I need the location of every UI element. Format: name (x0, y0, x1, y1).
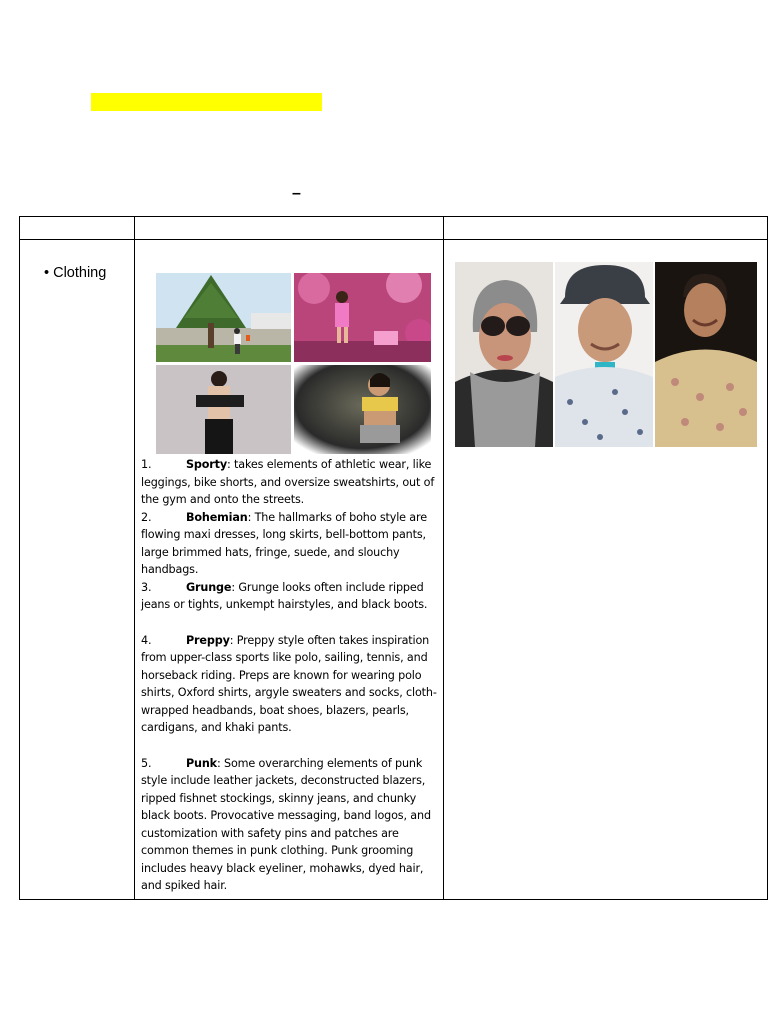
style-name: Sporty (186, 458, 228, 471)
bohemian-photo (294, 273, 431, 362)
seniors-cell (444, 240, 768, 900)
senior-photo-3 (655, 262, 757, 447)
topic-cell (20, 240, 135, 900)
style-desc: : Some overarching elements of punk style include leather jackets, deconstructed blazers, ripped fishnet stockings, skinny jeans, and chunky black boots. Provocative messaging, band logos, and customization with safety pins and patches are common themes in punk clothing. Punk grooming includes heavy black eyeliner, mohawks, dyed hair, and spiked hair. (141, 756, 431, 892)
style-name: Grunge (186, 580, 232, 594)
senior-photo-1 (455, 262, 553, 447)
style-desc: : takes elements of athletic wear, like leggings, bike shorts, and oversize sweatshirts, out of the gym and onto the streets. (141, 458, 435, 506)
header-cell-2 (135, 217, 444, 240)
list-item: 4. Preppy: Preppy style often takes inspiration from upper-class sports like polo, sailing, tennis, and horseback riding. Preps are known for wearing polo shirts, Oxford shirts, argyle sweaters and socks, cloth-wrapped headbands, boat shoes, blazers, pearls, cardigans, and khaki pants. (141, 633, 437, 734)
seniors-photo-strip (444, 240, 767, 440)
style-name: Preppy (186, 633, 230, 647)
style-desc: : Preppy style often takes inspiration from upper-class sports like polo, sailing, tennis, and horseback riding. Preps are known for wearing polo shirts, Oxford shirts, argyle sweaters and socks, cloth-wrapped headbands, boat shoes, blazers, pearls, cardigans, and khaki pants. (141, 633, 437, 734)
list-item: 5. Punk: Some overarching elements of punk style include leather jackets, deconstructed blazers, ripped fishnet stockings, skinny jeans, and chunky black boots. Provocative messaging, band logos, and customization with safety pins and patches are common themes in punk clothing. Punk grooming includes heavy black eyeliner, mohawks, dyed hair, and spiked hair. (141, 756, 431, 892)
styles-cell (135, 240, 444, 900)
style-desc: : Grunge looks often include ripped jeans or tights, unkempt hairstyles, and black boots. (141, 580, 428, 611)
list-item: 1. Sporty: takes elements of athletic wear, like leggings, bike shorts, and oversize sweatshirts, out of the gym and onto the streets. (141, 458, 435, 506)
header-cell-3 (444, 217, 768, 240)
topic-label: • Clothing (44, 265, 107, 281)
highlight-bar (91, 93, 322, 111)
senior-photo-2 (555, 262, 653, 447)
style-desc: : The hallmarks of boho style are flowing maxi dresses, long skirts, bell-bottom pants, large brimmed hats, fringe, suede, and slouchy handbags. (141, 510, 427, 576)
style-photo-collage (135, 240, 443, 438)
table-header-row (20, 217, 768, 240)
list-item: 3. Grunge: Grunge looks often include ripped jeans or tights, unkempt hairstyles, and black boots. (141, 580, 428, 611)
title-dash: – (292, 185, 301, 202)
table-row-clothing (20, 240, 768, 900)
header-cell-1 (20, 217, 135, 240)
style-name: Punk (186, 756, 217, 770)
sporty-photo (156, 273, 291, 362)
styles-list (135, 438, 443, 899)
list-item: 2. Bohemian: The hallmarks of boho style are flowing maxi dresses, long skirts, bell-bottom pants, large brimmed hats, fringe, suede, and slouchy handbags. (141, 510, 427, 576)
preppy-photo (294, 365, 431, 454)
style-name: Bohemian (186, 510, 248, 524)
content-table (19, 216, 768, 900)
grunge-photo (156, 365, 291, 454)
